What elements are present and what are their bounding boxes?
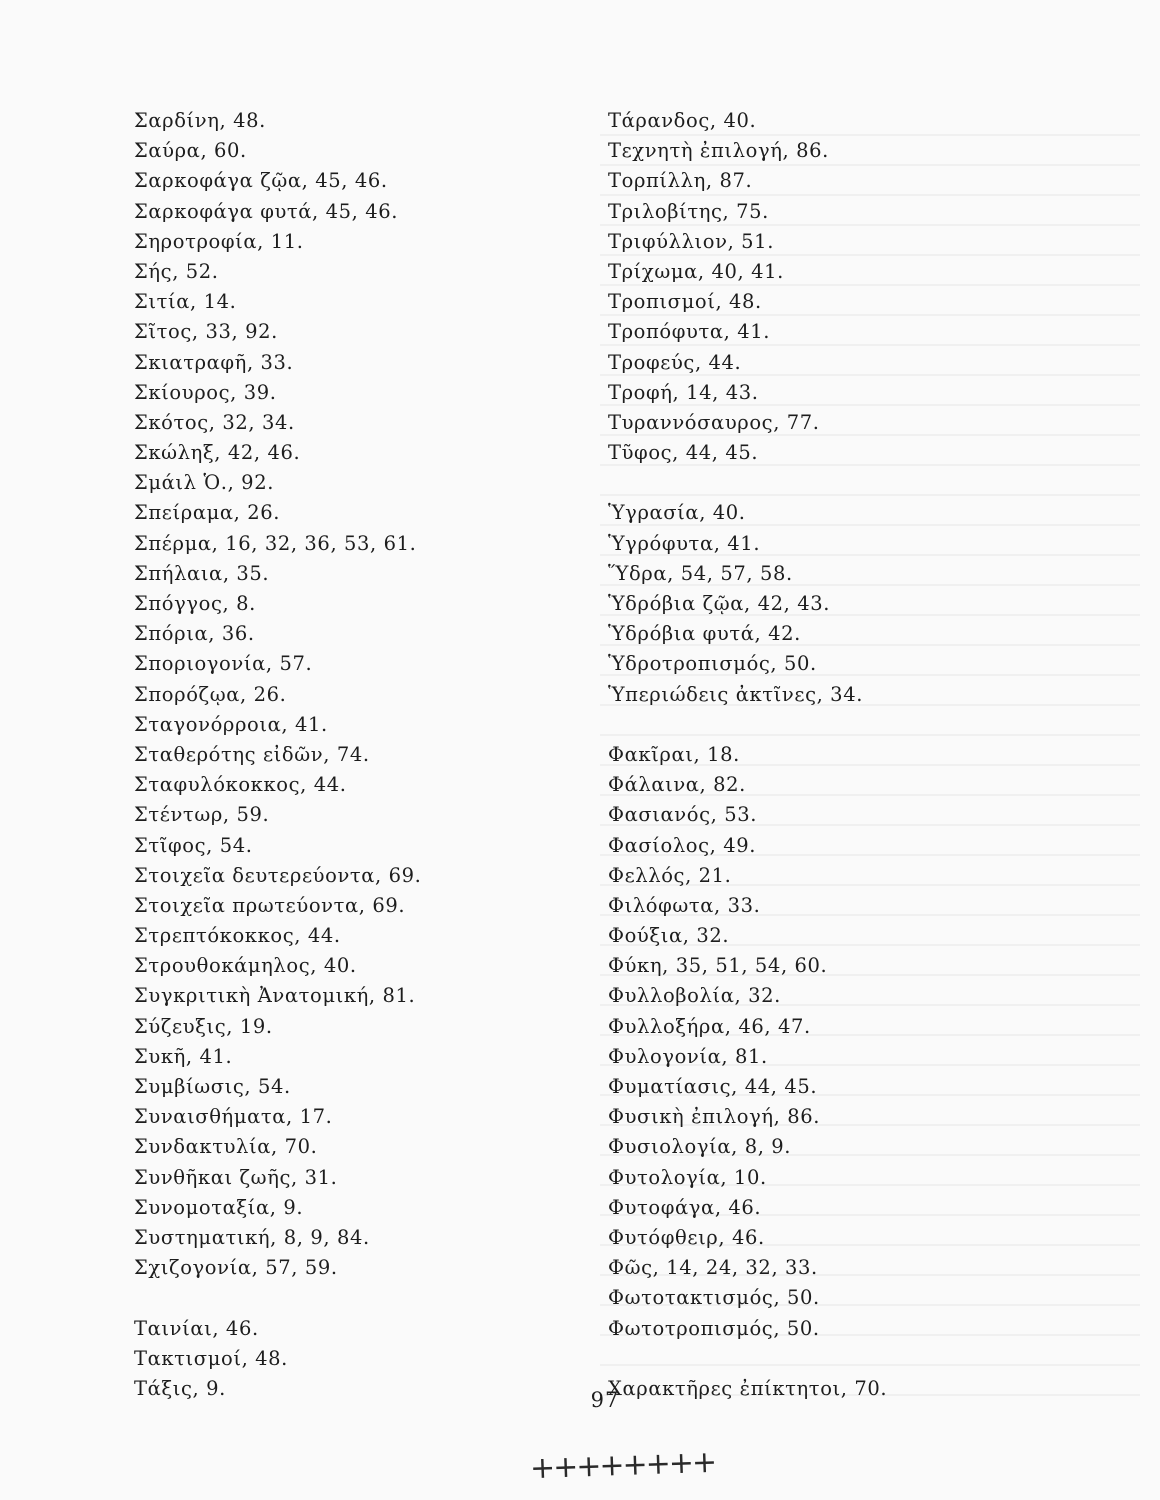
index-entry: Συνθῆκαι ζωῆς, 31.: [134, 1165, 338, 1189]
index-entry: Φυλλοξήρα, 46, 47.: [608, 1014, 811, 1038]
index-entry: Στοιχεῖα πρωτεύοντα, 69.: [134, 893, 406, 917]
index-entry: Σαύρα, 60.: [134, 139, 247, 163]
index-entry: Σμάιλ Ὁ., 92.: [134, 471, 274, 495]
index-entry: Τυραννόσαυρος, 77.: [608, 410, 820, 434]
index-entry: Ὑγρόφυτα, 41.: [608, 531, 761, 555]
index-entry: Σύζευξις, 19.: [134, 1014, 273, 1038]
index-entry: Φιλόφωτα, 33.: [608, 893, 761, 917]
index-entry: Φακῖραι, 18.: [608, 742, 740, 766]
index-entry: Φάλαινα, 82.: [608, 773, 746, 797]
index-entry: Τροπισμοί, 48.: [608, 290, 762, 314]
index-entry: Φασιανός, 53.: [608, 803, 758, 827]
index-entry: Σπέρμα, 16, 32, 36, 53, 61.: [134, 531, 417, 555]
index-entry: Τῦφος, 44, 45.: [608, 441, 759, 465]
index-entry: Σπόγγος, 8.: [134, 592, 256, 615]
index-entry: Ὕδρα, 54, 57, 58.: [608, 561, 793, 585]
index-entry: Συμβίωσις, 54.: [134, 1075, 291, 1098]
index-entry: Ὑδροτροπισμός, 50.: [608, 652, 817, 676]
index-entry: Στρεπτόκοκκος, 44.: [134, 924, 341, 948]
index-column-left: [134, 106, 614, 1404]
index-entry: Σιτία, 14.: [134, 290, 237, 314]
index-entry: Φυτοφάγα, 46.: [608, 1195, 762, 1219]
index-entry: Φυτολογία, 10.: [608, 1165, 767, 1189]
section-gap: [608, 1344, 1088, 1374]
index-entry: Τριφύλλιον, 51.: [608, 229, 774, 253]
index-entry: Ταινίαι, 46.: [134, 1316, 259, 1340]
index-entry: Σχιζογονία, 57, 59.: [134, 1256, 338, 1280]
index-entry: Τάξις, 9.: [134, 1376, 226, 1400]
index-entry: Φυσικὴ ἐπιλογή, 86.: [608, 1105, 821, 1129]
index-entry: Σαρκοφάγα φυτά, 45, 46.: [134, 199, 399, 223]
index-entry: Τρίχωμα, 40, 41.: [608, 259, 784, 283]
index-entry: Τριλοβίτης, 75.: [608, 199, 769, 223]
index-entry: Στρουθοκάμηλος, 40.: [134, 954, 357, 978]
index-entry: Φασίολος, 49.: [608, 833, 757, 857]
index-entry: Σκίουρος, 39.: [134, 380, 277, 404]
index-column-right: [608, 106, 1088, 1404]
index-entry: Σηροτροφία, 11.: [134, 229, 304, 253]
index-entry: Χαρακτῆρες ἐπίκτητοι, 70.: [608, 1376, 888, 1400]
index-entry: Σκώληξ, 42, 46.: [134, 441, 301, 465]
index-entry: Σπορόζῳα, 26.: [134, 682, 287, 706]
index-entry: Φύκη, 35, 51, 54, 60.: [608, 954, 828, 978]
index-entry: Σταφυλόκοκκος, 44.: [134, 773, 347, 797]
index-entry: Σπήλαια, 35.: [134, 561, 270, 585]
index-entry: Τροφεύς, 44.: [608, 350, 742, 374]
index-entry: Τάρανδος, 40.: [608, 109, 757, 132]
index-entry: Ὑδρόβια ζῷα, 42, 43.: [608, 592, 831, 615]
index-entry: Τορπίλλη, 87.: [608, 169, 753, 193]
index-entry: Ὑπεριώδεις ἀκτῖνες, 34.: [608, 682, 863, 706]
page-number: 97: [590, 1388, 620, 1412]
index-entry: Ὑδρόβια φυτά, 42.: [608, 622, 801, 646]
index-entry: Συνομοταξία, 9.: [134, 1195, 304, 1219]
index-entry: Συστηματική, 8, 9, 84.: [134, 1225, 370, 1249]
index-entry: Φῶς, 14, 24, 32, 33.: [608, 1256, 818, 1280]
section-gap: [134, 1283, 614, 1313]
index-entry: Φελλός, 21.: [608, 863, 732, 887]
index-entry: Σπόρια, 36.: [134, 622, 255, 646]
index-entry: Σκότος, 32, 34.: [134, 410, 295, 434]
index-entry: Φυσιολογία, 8, 9.: [608, 1135, 792, 1159]
index-entry: Σῖτος, 33, 92.: [134, 320, 278, 344]
index-entry: Σκιατραφῆ, 33.: [134, 350, 294, 374]
section-gap: [608, 468, 1088, 498]
index-entry: Σποριογονία, 57.: [134, 652, 313, 676]
index-entry: Σαρδίνη, 48.: [134, 109, 266, 132]
index-entry: Φυτόφθειρ, 46.: [608, 1225, 765, 1249]
index-entry: Ὑγρασία, 40.: [608, 501, 746, 525]
index-entry: Φυματίασις, 44, 45.: [608, 1075, 818, 1098]
index-entry: Στοιχεῖα δευτερεύοντα, 69.: [134, 863, 422, 887]
index-entry: Σταθερότης εἰδῶν, 74.: [134, 742, 370, 766]
section-gap: [608, 710, 1088, 740]
index-entry: Φυλλοβολία, 32.: [608, 984, 781, 1008]
index-entry: Φωτοτακτισμός, 50.: [608, 1286, 820, 1310]
index-entry: Σπείραμα, 26.: [134, 501, 281, 525]
index-entry: Φυλογονία, 81.: [608, 1044, 768, 1068]
index-entry: Τακτισμοί, 48.: [134, 1346, 288, 1370]
handwritten-mark: ++++++++: [529, 1444, 716, 1487]
index-entry: Φωτοτροπισμός, 50.: [608, 1316, 820, 1340]
index-entry: Συνδακτυλία, 70.: [134, 1135, 318, 1159]
index-entry: Στῖφος, 54.: [134, 833, 253, 857]
index-entry: Φούξια, 32.: [608, 924, 730, 948]
index-entry: Τεχνητὴ ἐπιλογή, 86.: [608, 139, 829, 163]
index-entry: Τροφή, 14, 43.: [608, 380, 759, 404]
index-entry: Σταγονόρροια, 41.: [134, 712, 328, 736]
index-entry: Συκῆ, 41.: [134, 1044, 233, 1068]
index-entry: Σής, 52.: [134, 259, 219, 283]
index-entry: Στέντωρ, 59.: [134, 803, 270, 827]
index-entry: Τροπόφυτα, 41.: [608, 320, 771, 344]
index-entry: Σαρκοφάγα ζῷα, 45, 46.: [134, 169, 388, 193]
index-entry: Συναισθήματα, 17.: [134, 1105, 333, 1129]
index-entry: Συγκριτικὴ Ἀνατομική, 81.: [134, 984, 416, 1008]
